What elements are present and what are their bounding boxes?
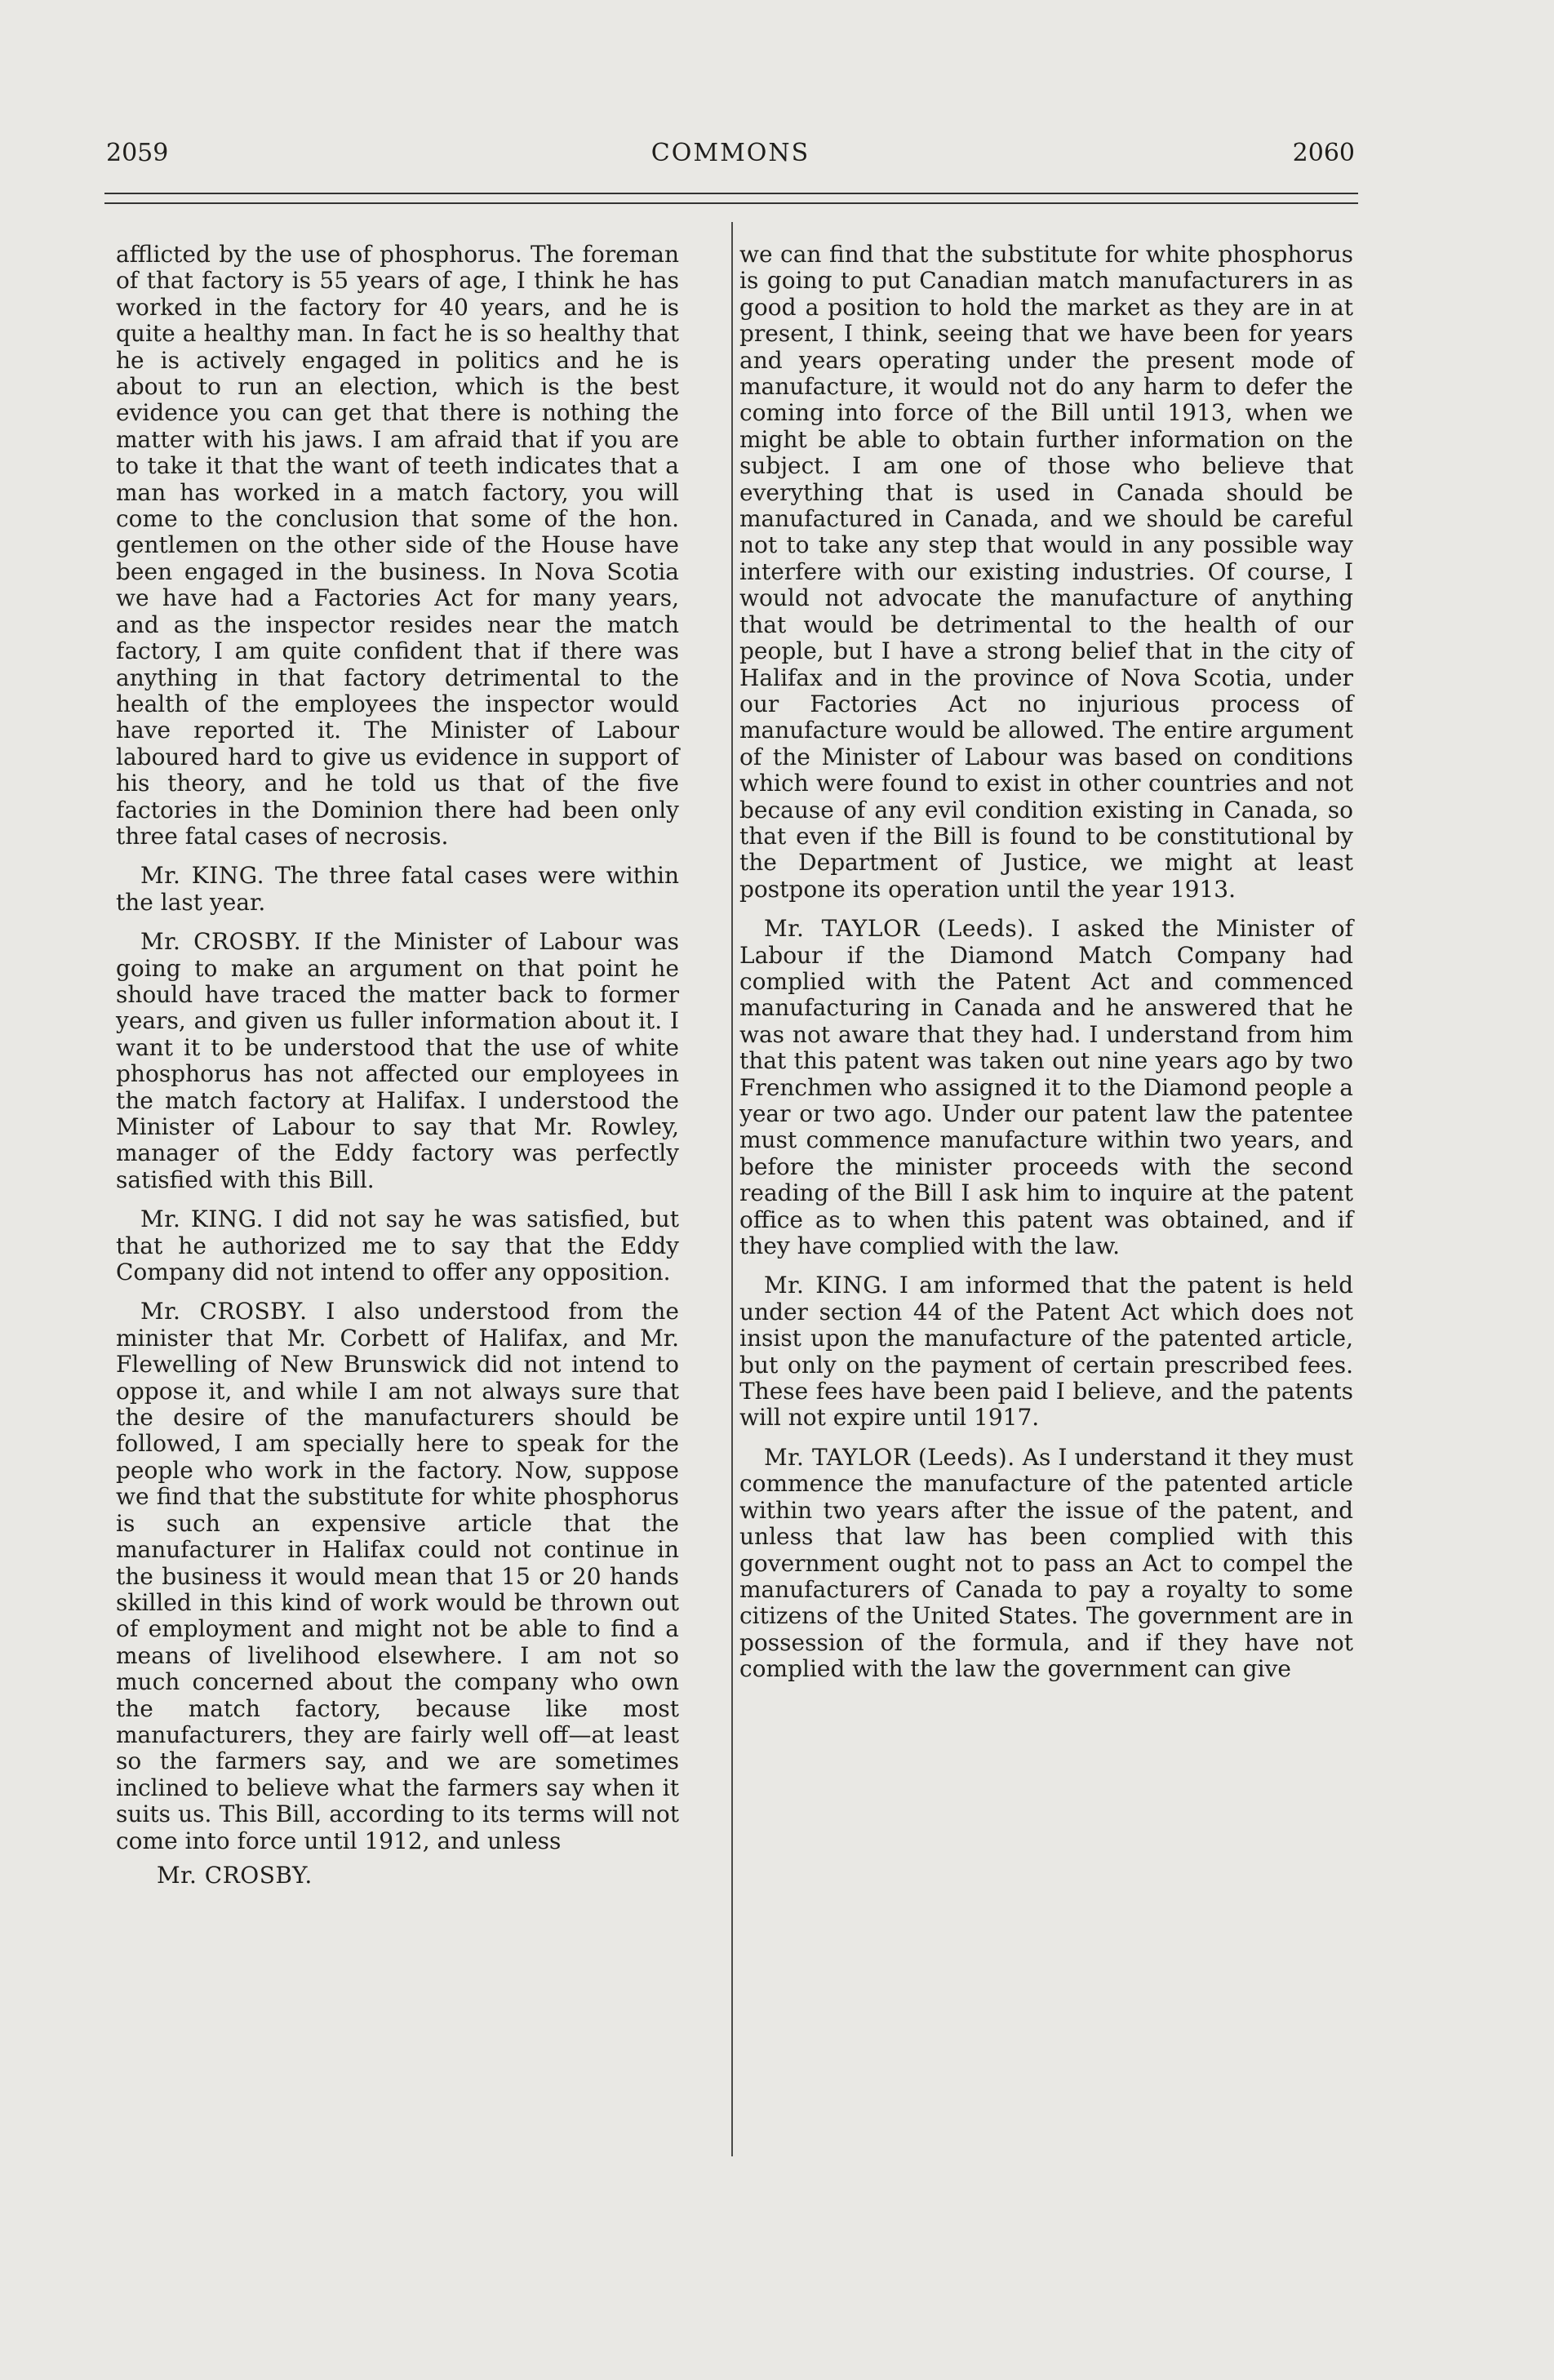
page-number-right: 2060: [1292, 139, 1355, 167]
header-rule-top: [104, 193, 1358, 194]
running-footer-speaker: Mr. CROSBY.: [157, 1861, 313, 1889]
paragraph: [739, 242, 1353, 903]
right-column: [739, 242, 1353, 1696]
paragraph-text: The three fatal cases were within the last year.: [116, 862, 680, 916]
paragraph: [116, 242, 679, 850]
speaker-name: Mr. TAYLOR (Leeds).: [764, 1443, 1015, 1471]
paragraph: [116, 929, 679, 1193]
paragraph-text: I also understood from the minister that Mr. Corbett of Halifax, and Mr. Flewelling of New Brunswick did not intend to oppose it, and while I am not always sure that the desire of the manufacturers should be followed, I am specially here to speak for the people who work in the factory. Now, suppose we find that the substitute for white phosphorus is such an expensive article that the manufacturer in Halifax could not continue in the business it would mean that 15 or 20 hands skilled in this kind of work would be thrown out of employment and might not be able to find a means of livelihood elsewhere. I am not so much concerned about the company who own the match factory, because like most manufacturers, they are fairly well off—at least so the farmers say, and we are sometimes inclined to believe what the farmers say when it suits us. This Bill, according to its terms will not come into force until 1912, and unless: [116, 1298, 680, 1854]
paragraph-text: I am informed that the patent is held under section 44 of the Patent Act which does not insist upon the manufacture of the patented article, but only on the payment of certain prescribed fees. These fees have been paid I believe, and the patents will not expire until 1917.: [739, 1272, 1353, 1432]
page-title: COMMONS: [650, 139, 810, 167]
paragraph-text: If the Minister of Labour was going to make an argument on that point he should have traced the matter back to former years, and given us fuller information about it. I want it to be understood that the use of white phosphorus has not affected our employees in the match factory at Halifax. I understood the Minister of Labour to say that Mr. Rowley, manager of the Eddy factory was perfectly satisfied with this Bill.: [116, 928, 679, 1193]
page-number-left: 2059: [106, 139, 169, 167]
column-divider: [731, 222, 733, 2156]
speaker-name: Mr. KING.: [140, 1206, 264, 1233]
left-column: [116, 242, 679, 1889]
paragraph-text: I did not say he was satisfied, but that he authorized me to say that the Eddy Company did not intend to offer any opposition.: [116, 1206, 679, 1286]
paragraph: [116, 1299, 679, 1854]
paragraph-text: As I understand it they must commence the manufacture of the patented article within two years after the issue of the patent, and unless that law has been complied with this government ought not to pass an Act to compel the manufacturers of Canada to pay a royalty to some citizens of the United States. The government are in possession of the formula, and if they have not complied with the law the government can give: [739, 1443, 1353, 1683]
paragraph: [739, 1272, 1353, 1431]
paragraph: [739, 916, 1353, 1259]
paragraph: [116, 1206, 679, 1285]
speaker-name: Mr. KING.: [764, 1272, 889, 1299]
paragraph: [116, 863, 679, 916]
paragraph-text: I asked the Minister of Labour if the Diamond Match Company had complied with the Patent Act and commenced manufacturing in Canada and he answered that he was not aware that they had. I understand from him that this patent was taken out nine years ago by two Frenchmen who assigned it to the Diamond people a year or two ago. Under our patent law the patentee must commence manufacture within two years, and before the minister proceeds with the second reading of the Bill I ask him to inquire at the patent office as to when this patent was obtained, and if they have complied with the law.: [739, 915, 1353, 1260]
paragraph: [739, 1445, 1353, 1683]
paragraph-text: afflicted by the use of phosphorus. The foreman of that factory is 55 years of age, I think he has worked in the factory for 40 years, and he is quite a healthy man. In fact he is so healthy that he is actively engaged in politics and he is about to run an election, which is the best evidence you can get that there is nothing the matter with his jaws. I am afraid that if you are to take it that the want of teeth indicates that a man has worked in a match factory, you will come to the conclusion that some of the hon. gentlemen on the other side of the House have been engaged in the business. In Nova Scotia we have had a Factories Act for many years, and as the inspector resides near the match factory, I am quite confident that if there was anything in that factory detrimental to the health of the employees the inspector would have reported it. The Minister of Labour laboured hard to give us evidence in support of his theory, and he told us that of the five factories in the Dominion there had been only three fatal cases of necrosis.: [116, 241, 679, 850]
speaker-name: Mr. TAYLOR (Leeds).: [764, 915, 1035, 943]
page-header: [106, 139, 1355, 180]
header-rule-bottom: [104, 202, 1358, 204]
speaker-name: Mr. CROSBY.: [140, 928, 302, 956]
speaker-name: Mr. CROSBY.: [140, 1298, 308, 1325]
speaker-name: Mr. KING.: [140, 862, 265, 890]
paragraph-text: we can find that the substitute for white phosphorus is going to put Canadian match manufacturers in as good a position to hold the market as they are in at present, I think, seeing that we have been for years and years operating under the present mode of manufacture, it would not do any harm to defer the coming into force of the Bill until 1913, when we might be able to obtain further information on the subject. I am one of those who believe that everything that is used in Canada should be manufactured in Canada, and we should be careful not to take any step that would in any possible way interfere with our existing industries. Of course, I would not advocate the manufacture of anything that would be detrimental to the health of our people, but I have a strong belief that in the city of Halifax and in the province of Nova Scotia, under our Factories Act no injurious process of manufacture would be allowed. The entire argument of the Minister of Labour was based on conditions which were found to exist in other countries and not because of any evil condition existing in Canada, so that even if the Bill is found to be constitutional by the Department of Justice, we might at least postpone its operation until the year 1913.: [739, 241, 1353, 903]
